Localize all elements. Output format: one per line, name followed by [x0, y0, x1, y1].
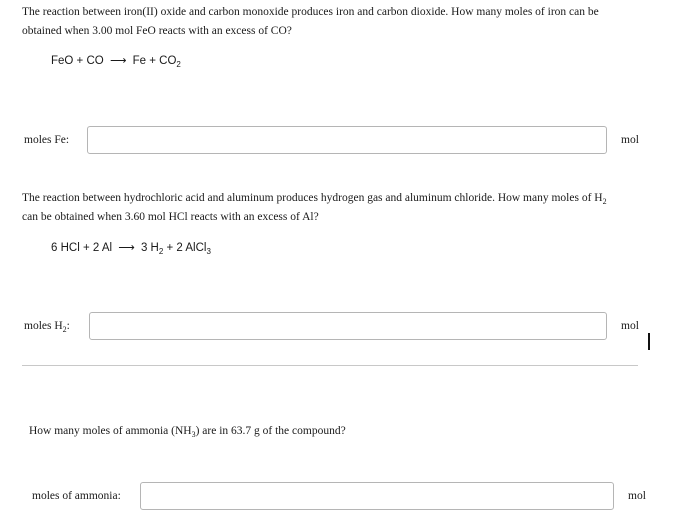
question2-prompt-line2: can be obtained when 3.60 mol HCl reacts with an excess of Al?	[22, 211, 319, 223]
reaction-arrow-icon: ⟶	[118, 242, 135, 254]
moles-ammonia-input[interactable]	[140, 482, 614, 510]
moles-ammonia-label: moles of ammonia:	[32, 490, 121, 502]
subscript: 3	[191, 430, 196, 439]
moles-fe-label: moles Fe:	[24, 134, 70, 146]
question3-prompt: How many moles of ammonia $(NH_3)$ are in 63.7 g of the compound?	[29, 425, 346, 439]
subscript: 3	[206, 247, 211, 256]
equation-reactants: 6 HCl + 2 Al	[51, 242, 113, 254]
question1-prompt	[22, 3, 672, 41]
equation-products: 3 $H_2 + 2$ AlCl$_3$	[140, 242, 211, 256]
moles-ammonia-unit: mol	[628, 490, 646, 502]
section-divider	[22, 365, 638, 366]
moles-fe-unit: mol	[621, 134, 639, 146]
subscript: 2	[602, 197, 607, 206]
equation-reactants: FeO + CO	[51, 55, 104, 67]
text-cursor-icon	[648, 333, 650, 350]
subscript: 2	[176, 60, 181, 69]
question1-equation	[51, 53, 181, 67]
question2-equation	[51, 240, 211, 254]
moles-fe-input[interactable]	[87, 126, 607, 154]
moles-h2-label: moles $H_2$:	[24, 320, 70, 334]
question2-prompt	[22, 189, 682, 227]
moles-h2-input[interactable]	[89, 312, 607, 340]
reaction-arrow-icon: ⟶	[109, 55, 127, 67]
question2-prompt-line1: The reaction between hydrochloric acid and aluminum produces hydrogen gas and aluminum chloride. How many moles of $H_2$	[22, 192, 607, 206]
moles-h2-unit: mol	[621, 320, 639, 332]
subscript: 2	[158, 247, 164, 256]
subscript: 2	[62, 325, 67, 334]
equation-products: $Fe + CO_2$	[132, 55, 181, 69]
question1-prompt-line1: The reaction between iron(II) oxide and carbon monoxide produces iron and carbon dioxide. How many moles of iron can be	[22, 6, 599, 18]
question1-prompt-line2: obtained when 3.00 mol FeO reacts with an excess of CO?	[22, 25, 292, 37]
